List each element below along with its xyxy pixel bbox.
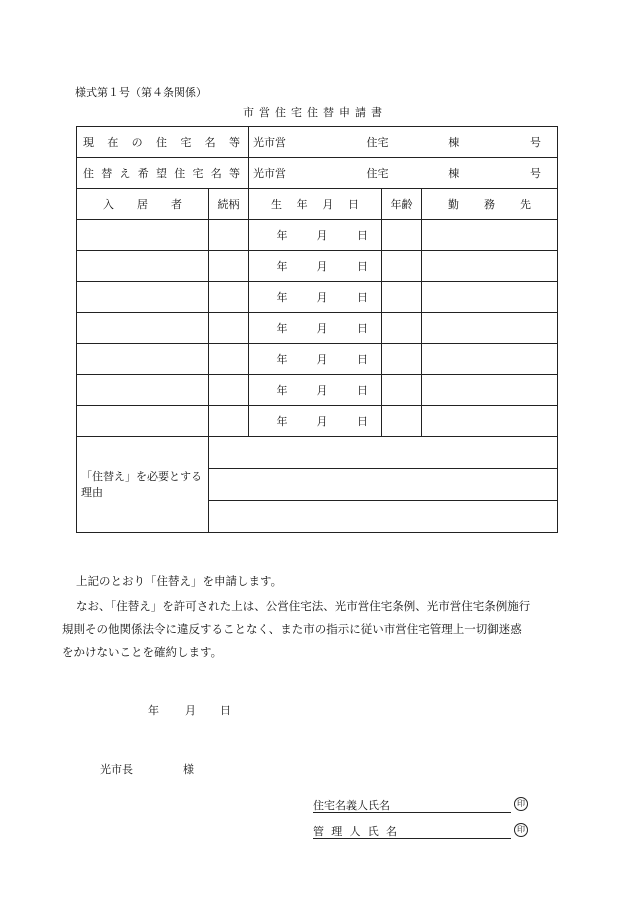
age-cell[interactable]	[382, 220, 422, 251]
workplace-cell[interactable]	[422, 313, 558, 344]
resident-header: 入 居 者	[103, 198, 182, 211]
age-cell[interactable]	[382, 375, 422, 406]
relation-cell[interactable]	[209, 220, 249, 251]
date-year: 年	[148, 704, 159, 717]
workplace-cell[interactable]	[422, 251, 558, 282]
relation-cell[interactable]	[209, 251, 249, 282]
resident-name-cell[interactable]	[77, 282, 209, 313]
date-month: 月	[185, 704, 196, 717]
pledge-line-1: なお、「住替え」を許可された上は、公営住宅法、光市営住宅条例、光市営住宅条例施行	[76, 599, 531, 613]
resident-row	[77, 220, 558, 251]
current-housing-label: 現 在 の 住 宅 名 等	[83, 136, 240, 149]
workplace-cell[interactable]	[422, 344, 558, 375]
resident-name-cell[interactable]	[77, 406, 209, 437]
desired-housing-field[interactable]: 光市営 住宅 棟 号	[253, 167, 542, 180]
reason-line[interactable]	[209, 501, 558, 533]
age-header: 年齢	[382, 189, 422, 220]
pledge-line-3: をかけないことを確約します。	[62, 645, 223, 659]
resident-name-cell[interactable]	[77, 313, 209, 344]
resident-row	[77, 313, 558, 344]
date-day: 日	[220, 704, 231, 717]
pledge-line-2: 規則その他関係法令に違反することなく、また市の指示に従い市営住宅管理上一切御迷惑	[62, 622, 522, 636]
resident-name-cell[interactable]	[77, 220, 209, 251]
owner-name-label: 住宅名義人氏名	[313, 799, 390, 812]
relation-header: 続柄	[209, 189, 249, 220]
relation-cell[interactable]	[209, 406, 249, 437]
birthdate-cell[interactable]: 年 月 日	[249, 344, 382, 375]
reason-line[interactable]	[209, 437, 558, 469]
workplace-cell[interactable]	[422, 282, 558, 313]
birthdate-cell[interactable]: 年 月 日	[249, 406, 382, 437]
seal-icon: 印	[514, 797, 528, 811]
resident-row	[77, 344, 558, 375]
resident-name-cell[interactable]	[77, 251, 209, 282]
resident-name-cell[interactable]	[77, 344, 209, 375]
age-cell[interactable]	[382, 406, 422, 437]
birthdate-cell[interactable]: 年 月 日	[249, 220, 382, 251]
desired-housing-row	[77, 158, 558, 189]
workplace-cell[interactable]	[422, 406, 558, 437]
relation-cell[interactable]	[209, 313, 249, 344]
owner-name-field[interactable]	[313, 797, 511, 813]
resident-row	[77, 406, 558, 437]
manager-name-field[interactable]	[313, 823, 511, 839]
workplace-cell[interactable]	[422, 375, 558, 406]
birthdate-cell[interactable]: 年 月 日	[249, 251, 382, 282]
declaration-paragraph: 上記のとおり「住替え」を申請します。	[76, 574, 283, 588]
resident-row	[77, 375, 558, 406]
reason-row	[77, 437, 558, 469]
age-cell[interactable]	[382, 251, 422, 282]
age-cell[interactable]	[382, 344, 422, 375]
reason-line[interactable]	[209, 469, 558, 501]
application-table	[76, 126, 558, 533]
birthdate-cell[interactable]: 年 月 日	[249, 313, 382, 344]
reason-label: 「住替え」を必要とする理由	[77, 437, 209, 533]
age-cell[interactable]	[382, 313, 422, 344]
relation-cell[interactable]	[209, 344, 249, 375]
resident-row	[77, 282, 558, 313]
current-housing-field[interactable]: 光市営 住宅 棟 号	[253, 136, 542, 149]
addressee-honorific: 様	[183, 763, 194, 776]
addressee-name: 光市長	[100, 763, 133, 776]
relation-cell[interactable]	[209, 375, 249, 406]
relation-cell[interactable]	[209, 282, 249, 313]
seal-icon: 印	[514, 823, 528, 837]
birthdate-cell[interactable]: 年 月 日	[249, 375, 382, 406]
column-headers	[77, 189, 558, 220]
resident-row	[77, 251, 558, 282]
manager-name-label: 管 理 人 氏 名	[313, 825, 397, 838]
age-cell[interactable]	[382, 282, 422, 313]
desired-housing-label: 住 替 え 希 望 住 宅 名 等	[83, 167, 240, 180]
resident-name-cell[interactable]	[77, 375, 209, 406]
current-housing-row	[77, 127, 558, 158]
birthdate-cell[interactable]: 年 月 日	[249, 282, 382, 313]
workplace-cell[interactable]	[422, 220, 558, 251]
workplace-header: 勤 務 先	[448, 198, 532, 211]
form-number-label: 様式第１号（第４条関係）	[75, 86, 207, 99]
page-title: 市営住宅住替申請書	[243, 106, 387, 119]
birthdate-header: 生 年 月 日	[271, 198, 359, 211]
